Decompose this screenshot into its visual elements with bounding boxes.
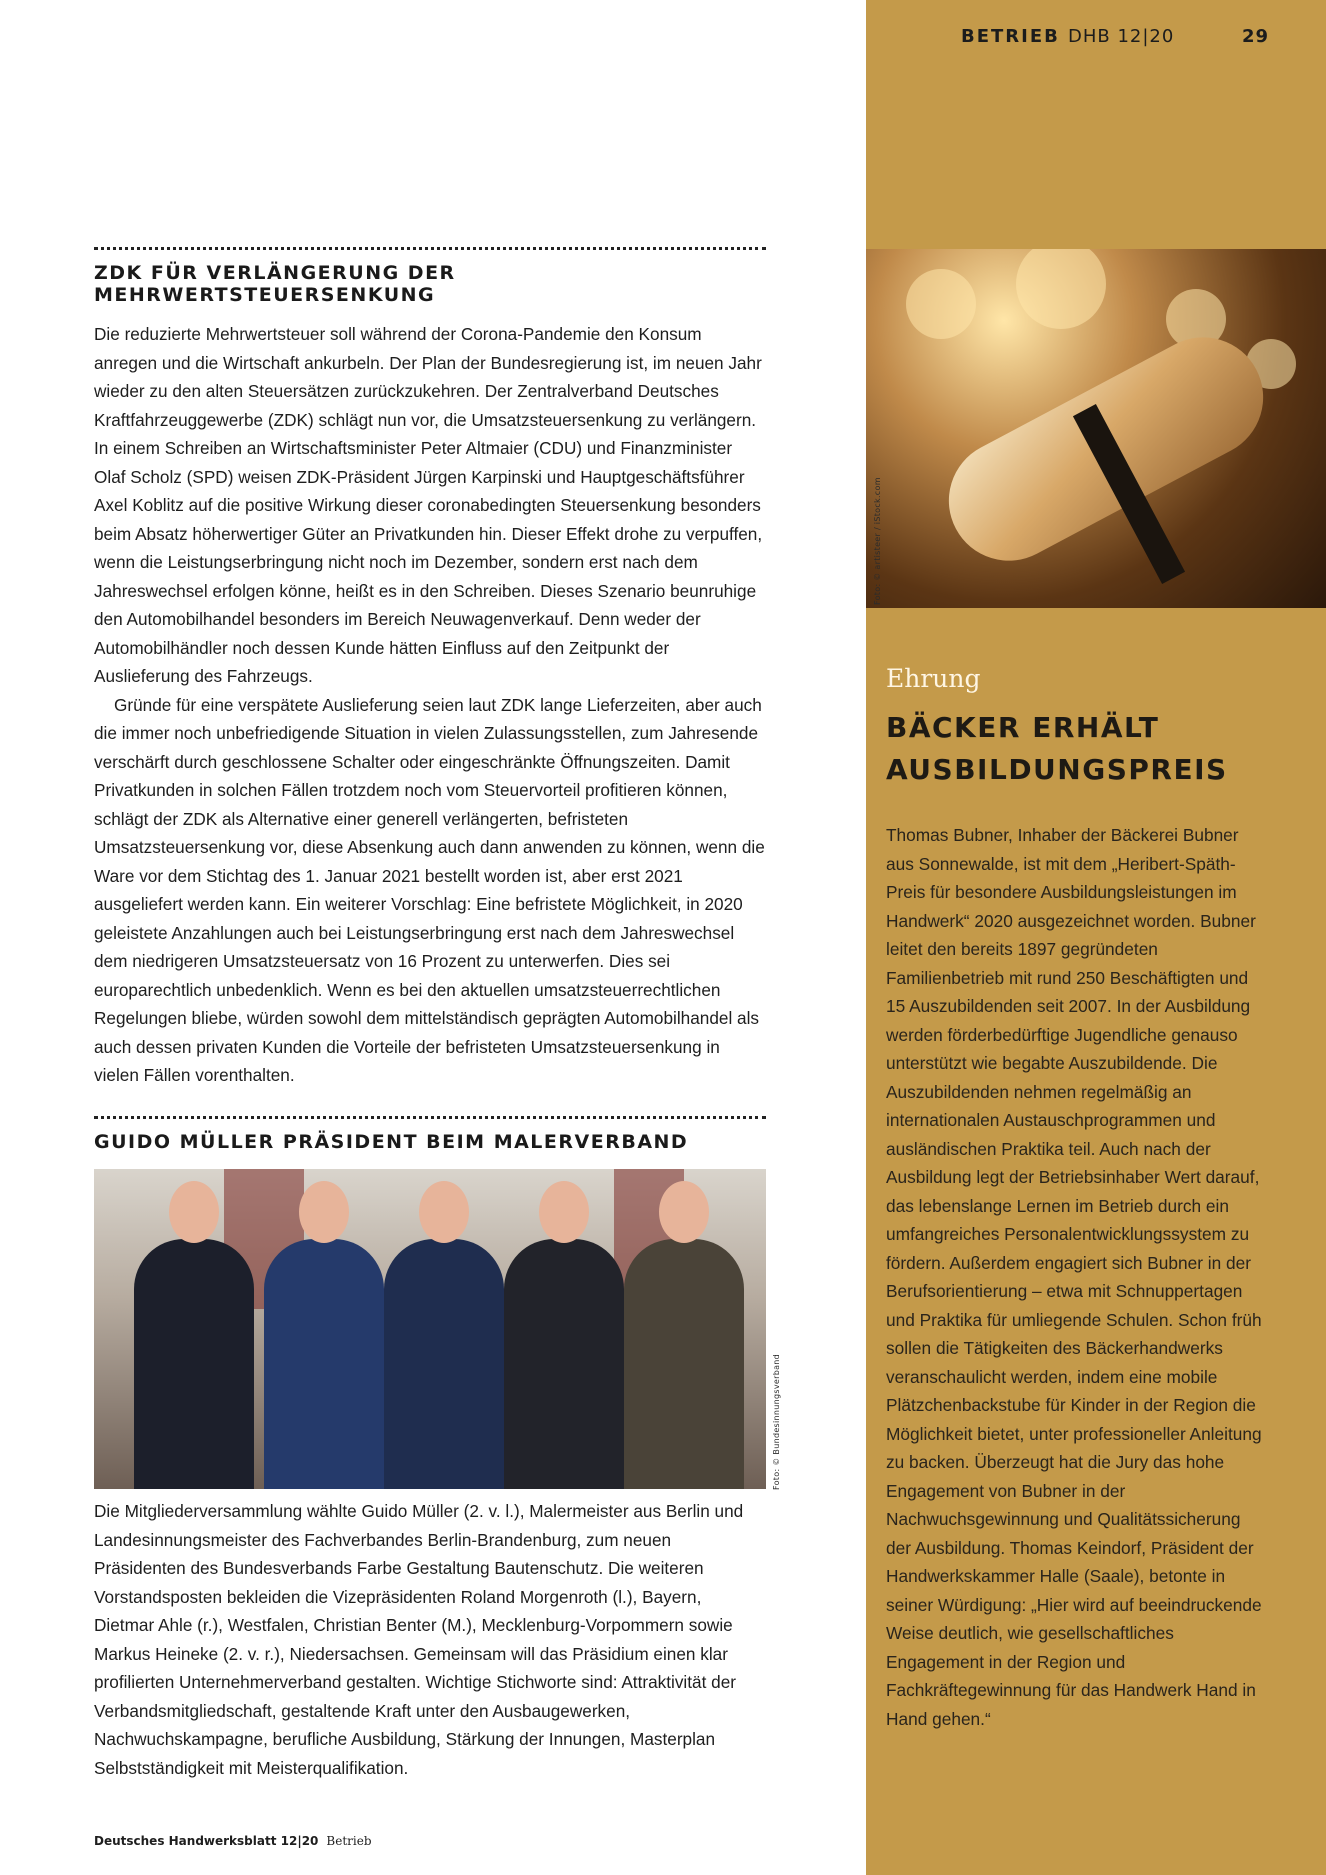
- page-number: 29: [1242, 26, 1270, 47]
- diploma-photo-credit: Foto: © artisteer / iStock.com: [873, 477, 882, 605]
- group-photo: [94, 1169, 766, 1489]
- headline-line-2: AUSBILDUNGSPREIS: [886, 753, 1228, 786]
- article-ausbildungspreis-body: Thomas Bubner, Inhaber der Bäckerei Bubner aus Sonnewalde, ist mit dem „Heribert-Späth-Preis für besondere Ausbildungsleistungen im Handwerk“ 2020 ausgezeichnet worden. Bubner leitet den bereits 1897 gegründeten Familienbetrieb mit rund 250 Beschäftigten und 15 Auszubildenden seit 2007. In der Ausbildung werden förderbedürftige Jugendliche genauso unterstützt wie begabte Auszubildende. Die Auszubildenden nehmen regelmäßig an internationalen Austauschprogrammen und ausländischen Praktika teil. Auch nach der Ausbildung legt der Betriebsinhaber Wert darauf, das lebenslange Lernen im Betrieb durch ein umfangreiches Personalentwicklungssystem zu fördern. Außerdem engagiert sich Bubner in der Berufsorientierung – etwa mit Schnuppertagen und Praktika für umliegende Schulen. Schon früh sollen die Tätigkeiten des Bäckerhandwerks veranschaulicht werden, indem eine mobile Plätzchenbackstube für Kinder in der Region die Möglichkeit bietet, unter professioneller Anleitung zu backen. Überzeugt hat die Jury das hohe Engagement von Bubner in der Nachwuchsgewinnung und Qualitätssicherung der Ausbildung. Thomas Keindorf, Präsident der Handwerkskammer Halle (Saale), betonte in seiner Würdigung: „Hier wird auf beeindruckende Weise deutlich, wie gesellschaftliches Engagement in der Region und Fachkräftegewinnung für das Handwerk Hand in Hand gehen.“: [886, 825, 1262, 1729]
- section-divider: [94, 1116, 766, 1119]
- section-divider: [94, 247, 766, 250]
- article-zdk-paragraph-2: Gründe für eine verspätete Auslieferung seien laut ZDK lange Lieferzeiten, aber auch die immer noch unbefriedigende Situation in vielen Zulassungsstellen, zum Jahresende verschärft durch geschlossene Schalter oder eingeschränkte Öffnungszeiten. Damit Privatkunden in solchen Fällen trotzdem noch vom Steuervorteil profitieren können, schlägt der ZDK als Alternative einer generell verlängerten, befristeten Umsatzsteuersenkung vor, diese Absenkung auch dann anwenden zu können, wenn die Ware vor dem Stichtag des 1. Januar 2021 bestellt worden ist, aber erst 2021 ausgeliefert werden kann. Ein weiterer Vorschlag: Eine befristete Möglichkeit, in 2020 geleistete Anzahlungen auch bei Leistungserbringung erst nach dem Jahreswechsel dem niedrigeren Umsatzsteuersatz von 16 Prozent zu unterwerfen. Dies sei europarechtlich unbedenklich. Wenn es bei den aktuellen umsatzsteuerrechtlichen Regelungen bliebe, würden sowohl dem mittelständisch geprägten Automobilhandel als auch dessen privaten Kunden die Vorteile der befristeten Umsatzsteuersenkung in vielen Fällen vorenthalten.: [94, 694, 765, 1085]
- header-section: BETRIEB: [961, 26, 1060, 47]
- article-zdk: [94, 247, 766, 1090]
- article-zdk-paragraph-1: Die reduzierte Mehrwertsteuer soll während der Corona-Pandemie den Konsum anregen und die Wirtschaft ankurbeln. Der Plan der Bundesregierung ist, im neuen Jahr wieder zu den alten Steuersätzen zurückzukehren. Der Zentralverband Deutsches Kraftfahrzeuggewerbe (ZDK) schlägt nun vor, die Umsatzsteuersenkung zu verlängern. In einem Schreiben an Wirtschaftsminister Peter Altmaier (CDU) und Finanzminister Olaf Scholz (SPD) weisen ZDK-Präsident Jürgen Karpinski und Hauptgeschäftsführer Axel Koblitz auf die positive Wirkung dieser coronabedingten Steuersenkung besonders beim Absatz höherwertiger Güter an Privatkunden hin. Dieser Effekt drohe zu verpuffen, wenn die Leistungserbringung nicht noch im Dezember, sondern erst nach dem Jahreswechsel erfolgen könne, heißt es in den Schreiben. Dieses Szenario beunruhige den Automobilhandel besonders im Bereich Neuwagenverkauf. Denn weder der Automobilhändler noch dessen Kunde hätten Einfluss auf den Zeitpunkt der Auslieferung des Fahrzeugs.: [94, 324, 763, 686]
- article-malerverband-headline: GUIDO MÜLLER PRÄSIDENT BEIM MALERVERBAND: [94, 1131, 689, 1153]
- article-ausbildungspreis-kicker: Ehrung: [886, 664, 981, 693]
- header-issue: DHB 12|20: [1068, 26, 1175, 47]
- article-ausbildungspreis-headline: [886, 707, 1266, 791]
- article-ausbildungspreis: [886, 664, 1266, 1733]
- article-malerverband: [94, 1116, 766, 1782]
- footer-publication: Deutsches Handwerksblatt 12|20: [94, 1834, 319, 1848]
- article-zdk-headline: ZDK FÜR VERLÄNGERUNG DER MEHRWERTSTEUERSENKUNG: [94, 262, 456, 306]
- article-zdk-body: [94, 320, 766, 1090]
- article-malerverband-paragraph: Die Mitgliederversammlung wählte Guido Müller (2. v. l.), Malermeister aus Berlin und Landesinnungsmeister des Fachverbandes Berlin-Brandenburg, zum neuen Präsidenten des Bundesverbands Farbe Gestaltung Bautenschutz. Die weiteren Vorstandsposten bekleiden die Vizepräsidenten Roland Morgenroth (l.), Bayern, Dietmar Ahle (r.), Westfalen, Christian Benter (M.), Mecklenburg-Vorpommern sowie Markus Heineke (2. v. r.), Niedersachsen. Gemeinsam will das Präsidium einen klar profilierten Unternehmerverband gestalten. Wichtige Stichworte sind: Attraktivität der Verbandsmitgliedschaft, gestaltende Kraft unter den Ausbaugewerken, Nachwuchskampagne, berufliche Ausbildung, Stärkung der Innungen, Masterplan Selbstständigkeit mit Meisterqualifikation.: [94, 1501, 744, 1778]
- page-footer: [94, 1834, 372, 1848]
- diploma-photo: [866, 249, 1326, 608]
- article-malerverband-body: [94, 1497, 766, 1782]
- headline-line-1: BÄCKER ERHÄLT: [886, 711, 1160, 744]
- footer-section: Betrieb: [326, 1834, 372, 1848]
- page-header: [866, 26, 1326, 50]
- group-photo-credit: Foto: © Bundesinnungsverband: [772, 1353, 781, 1490]
